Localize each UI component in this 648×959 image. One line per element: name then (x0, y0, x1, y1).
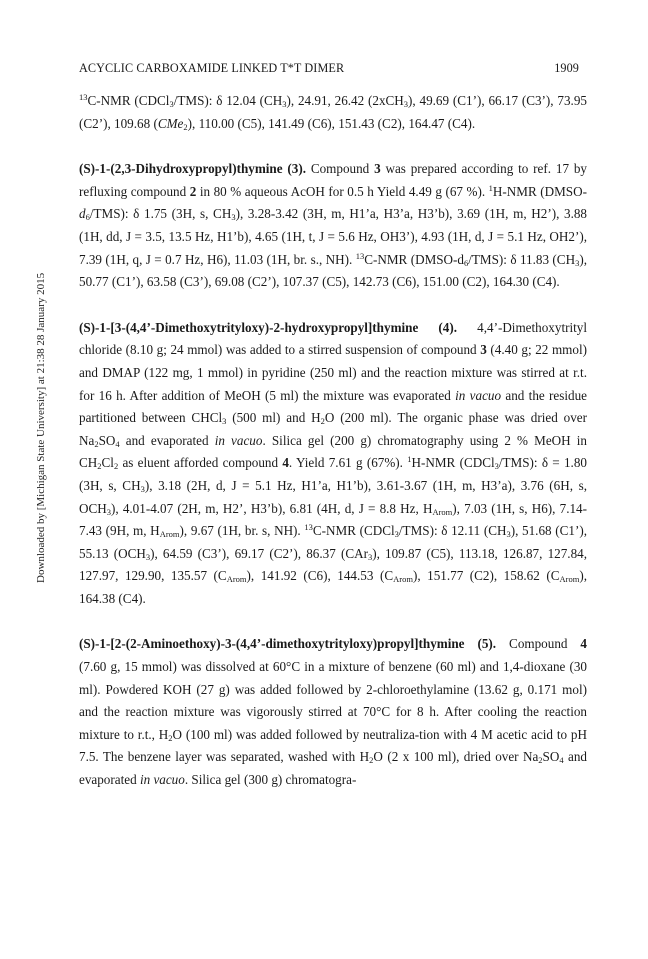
nmr-data-compound-2: $^{13}$C-NMR (CDCl$_3$/TMS): δ 12.04 $(CH_3)$, 24.91, 26.42 (2xCH$_3$), 49.69 (C1’), 66.17 (C3’), 73.95 (C2’), 109.68 (CMe$_2$), 110.00 (C5), 141.49 (C6), 151.43 (C2), 164.47 (C4). (79, 92, 587, 132)
page-number: 1909 (554, 61, 579, 75)
running-header (79, 61, 579, 76)
article-body (79, 90, 587, 792)
paragraph-compound-3: (S)-1-(2,3-Dihydroxypropyl)thymine (3). Compound 3 was prepared according to ref. 17 by refluxing compound 2 in 80 % aqueous AcOH for 0.5 h Yield 4.49 g (67 %). $^1$H-NMR $(DMSO-d_6/TMS)$: δ 1.75 (3H, s, $CH_3$), 3.28-3.42 (3H, m, H1’a, H3’a, H3’b), 3.69 (1H, m, H2’), 3.88 (1H, dd, J = 3.5, 13.5 Hz, H1’b), 4.65 (1H, t, J = 5.6 Hz, OH3’), 4.93 (1H, d, J = 5.1 Hz, OH2’), 7.39 (1H, q, J = 0.7 Hz, H6), 11.03 (1H, br. s., NH). $^{13}$C-NMR $(DMSO-d_6/TMS)$: δ 11.83 $(CH_3)$, 50.77 (C1’), 63.58 (C3’), 69.08 (C2’), 107.37 (C5), 142.73 (C6), 151.00 (C2), 164.30 (C4). (79, 161, 587, 290)
compound-5-heading: (S)-1-[2-(2-Aminoethoxy)-3-(4,4’-dimethoxytrityloxy)propyl]thymine (5). (79, 636, 497, 652)
compound-4-heading: (S)-1-[3-(4,4’-Dimethoxytrityloxy)-2-hydroxypropyl]thymine (4). (79, 319, 458, 335)
download-watermark: Downloaded by [Michigan State University] at 21:38 28 January 2015 (35, 272, 47, 583)
paragraph-compound-5: (S)-1-[2-(2-Aminoethoxy)-3-(4,4’-dimethoxytrityloxy)propyl]thymine (5). Compound 4 (7.60 g, 15 mmol) was dissolved at 60°C in a mixture of benzene (60 ml) and 1,4-dioxane (30 ml). Powdered KOH (27 g) was added followed by 2-chloroethylamine (13.62 g, 0.171 mol) and the reaction mixture was vigorously stirred at 70°C for 8 h. After cooling the reaction mixture to r.t., $H_2O$ (100 ml) was added followed by neutraliza-tion with 4 M acetic acid to pH 7.5. The benzene layer was separated, washed with $H_2O$ (2 x 100 ml), dried over $Na_2SO_4$ and evaporated in vacuo. Silica gel (300 g) chromatogra- (79, 636, 588, 788)
paragraph-compound-4: (S)-1-[3-(4,4’-Dimethoxytrityloxy)-2-hydroxypropyl]thymine (4). 4,4’-Dimethoxytrityl chloride (8.10 g; 24 mmol) was added to a stirred suspension of compound 3 (4.40 g; 22 mmol) and DMAP (122 mg, 1 mmol) in pyridine (250 ml) and the reaction mixture was stirred at r.t. for 16 h. After addition of MeOH (5 ml) the mixture was evaporated in vacuo and the residue partitioned between CHCl$_3$ (500 ml) and $H_2O$ (200 ml). The organic phase was dried over $Na_2SO_4$ and evaporated in vacuo. Silica gel (200 g) chromatography using 2 % MeOH in $CH_2Cl_2$ as eluent afforded compound 4. Yield 7.61 g (67%). $^1$H-NMR (CDCl$_3$/TMS): δ = 1.80 (3H, s, $CH_3$), 3.18 (2H, d, J = 5.1 Hz, H1’a, H1’b), 3.61-3.67 (1H, m, H3’a), 3.76 (6H, s, $OCH_3$), 4.01-4.07 (2H, m, H2’, H3’b), 6.81 (4H, d, J = 8.8 Hz, $H_{Arom}$), 7.03 (1H, s, H6), 7.14-7.43 (9H, m, $H_{Arom}$), 9.67 (1H, br. s, NH). $^{13}$C-NMR (CDCl$_3$/TMS): δ 12.11 $(CH_3)$, 51.68 (C1’), 55.13 $(OCH_3)$, 64.59 (C3’), 69.17 (C2’), 86.37 (CAr$_3$), 109.87 (C5), 113.18, 126.87, 127.84, 127.97, 129.90, 135.57 $(C_{Arom})$, 141.92 (C6), 144.53 $(C_{Arom})$, 151.77 (C2), 158.62 $(C_{Arom})$, 164.38 (C4). (79, 319, 588, 606)
running-title: ACYCLIC CARBOXAMIDE LINKED T*T DIMER (79, 61, 345, 75)
compound-3-heading: (S)-1-(2,3-Dihydroxypropyl)thymine (3). (79, 161, 306, 177)
